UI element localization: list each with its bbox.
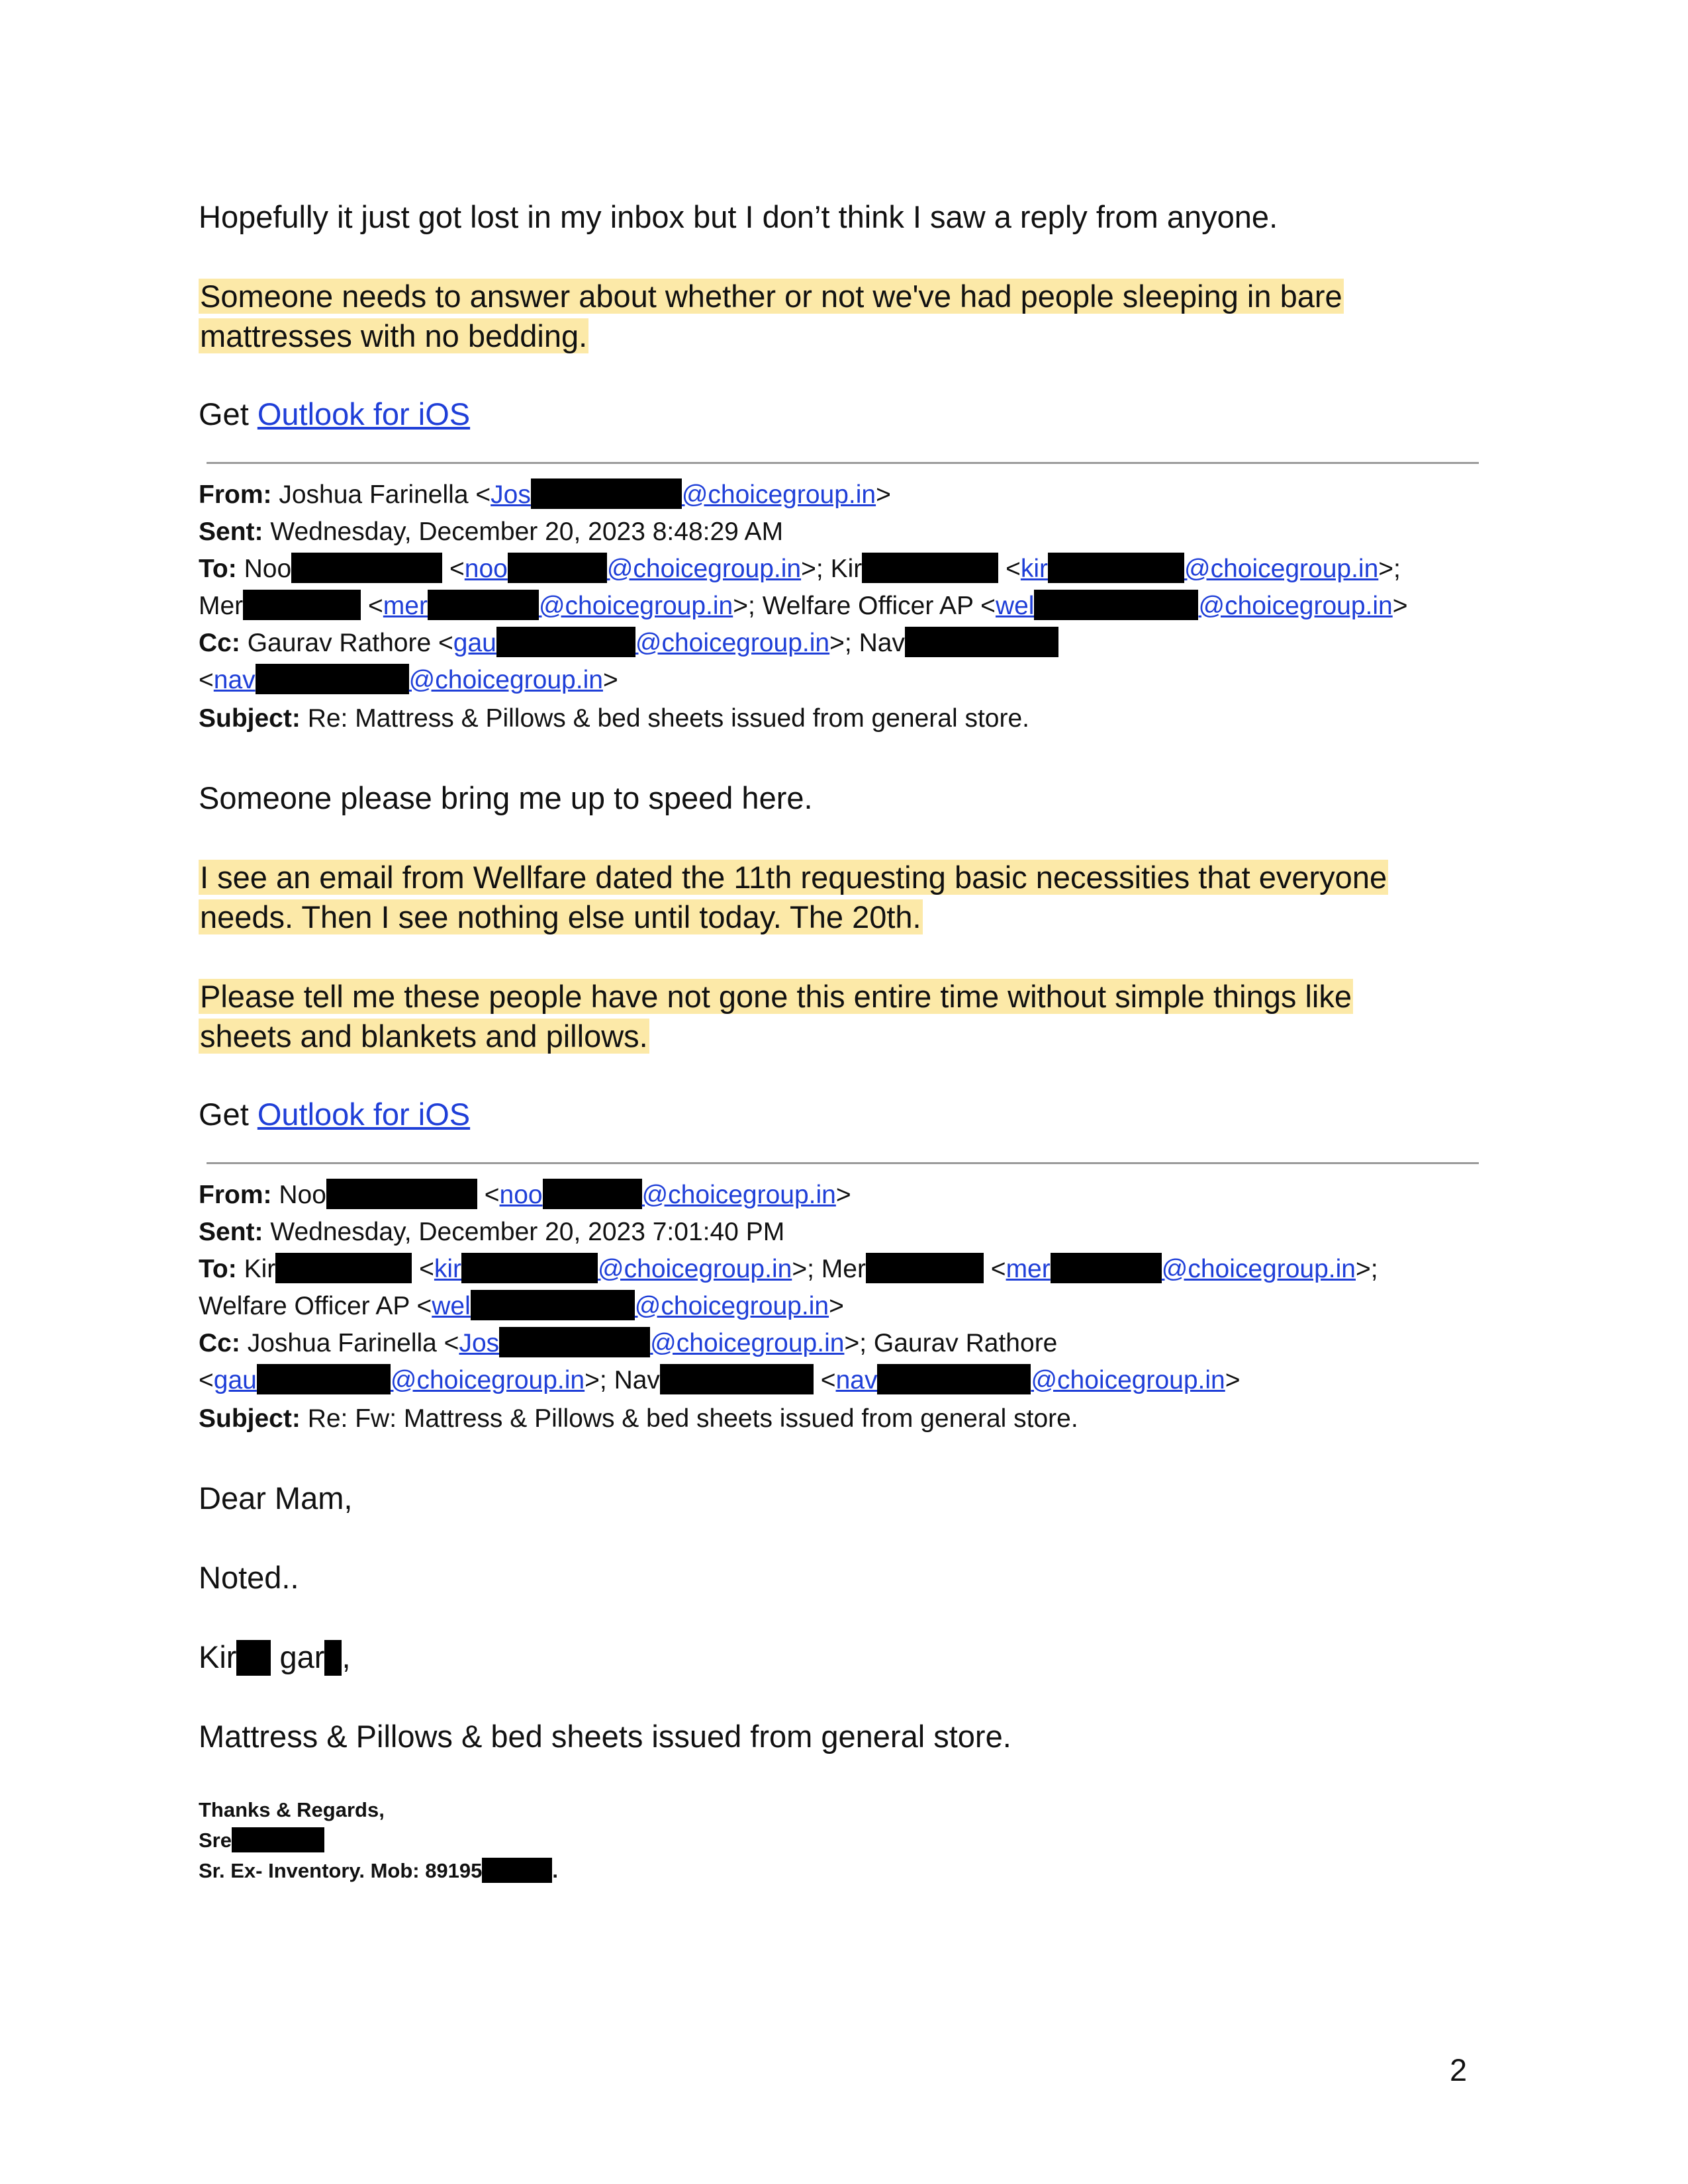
redaction — [243, 590, 361, 620]
separator: >; — [733, 592, 763, 620]
cc-name: Nav — [614, 1366, 660, 1394]
highlight-line: Someone needs to answer about whether or not we've had people sleeping in bare — [200, 279, 1342, 314]
sent-label: Sent: — [199, 518, 263, 546]
sender-name-line — [199, 1637, 1483, 1677]
sent-value: Wednesday, December 20, 2023 8:48:29 AM — [270, 518, 784, 546]
redaction — [1048, 553, 1184, 583]
cc-address-domain[interactable]: @choicegroup.in — [1031, 1366, 1225, 1394]
email2-cc — [199, 1325, 1489, 1362]
cc-name: Joshua Farinella < — [247, 1329, 459, 1357]
from-name: Joshua Farinella < — [279, 480, 491, 509]
email1-from — [199, 477, 1489, 514]
cc-address-user[interactable]: gau — [213, 1366, 257, 1394]
separator: >; — [829, 629, 859, 657]
name-part: gar — [279, 1639, 325, 1674]
recipient-name: Welfare Officer AP < — [199, 1292, 432, 1320]
separator: >; — [585, 1366, 614, 1394]
from-address-domain[interactable]: @choicegroup.in — [641, 1181, 836, 1209]
separator: >; — [844, 1329, 874, 1357]
redaction — [461, 1253, 598, 1283]
body-line: Someone please bring me up to speed here. — [199, 780, 813, 815]
email1-to-cont — [199, 588, 1489, 625]
cc-address-domain[interactable]: @choicegroup.in — [408, 666, 603, 694]
redaction — [660, 1364, 814, 1394]
redaction — [866, 1253, 984, 1283]
greeting: Dear Mam, — [199, 1480, 353, 1516]
to-label: To: — [199, 555, 237, 583]
from-label: From: — [199, 1181, 272, 1209]
email2-to — [199, 1251, 1489, 1288]
addr-open: < — [990, 1255, 1006, 1283]
cc-name: Gaurav Rathore — [873, 1329, 1058, 1357]
recipient-address-domain[interactable]: @choicegroup.in — [538, 592, 733, 620]
divider — [207, 462, 1479, 464]
body-line: Noted.. — [199, 1560, 299, 1595]
body-line: Mattress & Pillows & bed sheets issued from general store. — [199, 1719, 1011, 1754]
redaction — [543, 1179, 642, 1209]
recipient-address-user[interactable]: wel — [995, 592, 1035, 620]
recipient-name: Kir — [830, 555, 863, 583]
redaction — [236, 1640, 271, 1676]
outlook-ios-link[interactable]: Outlook for iOS — [257, 396, 471, 432]
signature-regards: Thanks & Regards, — [199, 1798, 385, 1821]
cc-address-user[interactable]: gau — [453, 629, 496, 657]
addr-close: > — [602, 666, 618, 694]
opening-line: Hopefully it just got lost in my inbox but I don’t think I saw a reply from anyone. — [199, 199, 1278, 234]
cc-address-user[interactable]: Jos — [459, 1329, 500, 1357]
signature-name — [199, 1825, 324, 1856]
email1-subject — [199, 700, 1489, 737]
addr-open: < — [199, 666, 214, 694]
cc-address-user[interactable]: nav — [213, 666, 256, 694]
cc-address-domain[interactable]: @choicegroup.in — [390, 1366, 585, 1394]
highlight-line: Please tell me these people have not gone this entire time without simple things like — [200, 979, 1352, 1014]
email2-subject — [199, 1400, 1489, 1437]
redaction — [877, 1364, 1031, 1394]
recipient-name: Mer — [821, 1255, 866, 1283]
subject-label: Subject: — [199, 704, 301, 733]
cc-label: Cc: — [199, 1329, 240, 1357]
redaction — [499, 1327, 650, 1357]
recipient-name: Mer — [199, 592, 244, 620]
redaction — [428, 590, 539, 620]
get-outlook-line — [199, 394, 1483, 434]
recipient-address-domain[interactable]: @choicegroup.in — [1161, 1255, 1356, 1283]
cc-name: Nav — [859, 629, 905, 657]
cc-address-domain[interactable]: @choicegroup.in — [650, 1329, 845, 1357]
redaction — [508, 553, 607, 583]
from-address-domain[interactable]: @choicegroup.in — [681, 480, 876, 509]
email1-cc-cont — [199, 662, 1489, 699]
addr-open: < — [199, 1366, 214, 1394]
email2-to-cont — [199, 1288, 1489, 1325]
recipient-address-user[interactable]: mer — [1006, 1255, 1051, 1283]
email2-sent — [199, 1214, 1489, 1251]
redaction — [256, 664, 409, 694]
addr-open: < — [820, 1366, 836, 1394]
sent-label: Sent: — [199, 1218, 263, 1246]
redaction — [531, 478, 682, 509]
addr-close: > — [829, 1292, 844, 1320]
highlighted-paragraph — [199, 858, 1483, 937]
redaction — [324, 1640, 342, 1676]
from-address-user[interactable]: Jos — [491, 480, 531, 509]
name-part: Kir — [199, 1639, 237, 1674]
subject-value: Re: Fw: Mattress & Pillows & bed sheets issued from general store. — [307, 1404, 1078, 1433]
recipient-address-domain[interactable]: @choicegroup.in — [606, 555, 802, 583]
recipient-address-user[interactable]: wel — [432, 1292, 471, 1320]
addr-close: > — [876, 480, 891, 509]
redaction — [496, 627, 635, 657]
recipient-name: Welfare Officer AP < — [762, 592, 996, 620]
cc-label: Cc: — [199, 629, 240, 657]
separator: >; — [801, 555, 831, 583]
separator: >; — [792, 1255, 821, 1283]
from-label: From: — [199, 480, 272, 509]
recipient-address-domain[interactable]: @choicegroup.in — [1198, 592, 1393, 620]
redaction — [862, 553, 998, 583]
get-outlook-line — [199, 1095, 1483, 1134]
highlight-line: mattresses with no bedding. — [200, 318, 588, 353]
separator: >; — [1356, 1255, 1378, 1283]
recipient-address-user[interactable]: mer — [383, 592, 428, 620]
get-prefix: Get — [199, 396, 258, 432]
addr-close: > — [1392, 592, 1408, 620]
addr-open: < — [1006, 555, 1021, 583]
signature-end: . — [552, 1859, 559, 1882]
addr-close: > — [1225, 1366, 1241, 1394]
recipient-name: Noo — [244, 555, 292, 583]
highlight-line: I see an email from Wellfare dated the 11th requesting basic necessities that everyone — [200, 860, 1387, 895]
recipient-address-domain[interactable]: @choicegroup.in — [598, 1255, 792, 1283]
email1-cc — [199, 625, 1489, 662]
signature-name-text: Sre — [199, 1829, 232, 1852]
cc-address-user[interactable]: nav — [835, 1366, 878, 1394]
recipient-address-domain[interactable]: @choicegroup.in — [1184, 555, 1379, 583]
redaction — [1051, 1253, 1162, 1283]
email1-to — [199, 551, 1489, 588]
name-comma: , — [342, 1639, 351, 1674]
signature-title — [199, 1856, 558, 1886]
signature-title-text: Sr. Ex- Inventory. Mob: 89195 — [199, 1859, 483, 1882]
sent-value: Wednesday, December 20, 2023 7:01:40 PM — [270, 1218, 785, 1246]
redaction — [326, 1179, 477, 1209]
redaction — [905, 627, 1058, 657]
addr-open: < — [449, 555, 465, 583]
addr-open: < — [484, 1181, 500, 1209]
redaction — [232, 1827, 324, 1852]
redaction — [482, 1858, 552, 1883]
redaction — [291, 553, 442, 583]
outlook-ios-link[interactable]: Outlook for iOS — [257, 1097, 471, 1132]
divider — [207, 1162, 1479, 1164]
to-label: To: — [199, 1255, 237, 1283]
email2-from — [199, 1177, 1489, 1214]
highlight-line: sheets and blankets and pillows. — [200, 1019, 648, 1054]
highlighted-paragraph — [199, 277, 1483, 356]
recipient-address-user[interactable]: kir — [1020, 555, 1049, 583]
addr-open: < — [368, 592, 383, 620]
redaction — [1034, 590, 1198, 620]
recipient-address-user[interactable]: kir — [434, 1255, 462, 1283]
recipient-address-domain[interactable]: @choicegroup.in — [634, 1292, 829, 1320]
cc-address-domain[interactable]: @choicegroup.in — [635, 629, 830, 657]
addr-open: < — [419, 1255, 434, 1283]
subject-value: Re: Mattress & Pillows & bed sheets issued from general store. — [307, 704, 1030, 733]
email1-sent — [199, 514, 1489, 551]
redaction — [275, 1253, 412, 1283]
cc-name: Gaurav Rathore < — [247, 629, 453, 657]
subject-label: Subject: — [199, 1404, 301, 1433]
redaction — [257, 1364, 391, 1394]
recipient-name: Kir — [244, 1255, 276, 1283]
recipient-address-user[interactable]: noo — [464, 555, 508, 583]
addr-close: > — [835, 1181, 851, 1209]
separator: >; — [1378, 555, 1401, 583]
highlight-line: needs. Then I see nothing else until today. The 20th. — [200, 899, 921, 934]
get-prefix: Get — [199, 1097, 258, 1132]
email2-cc-cont — [199, 1362, 1489, 1399]
redaction — [471, 1290, 635, 1320]
highlighted-paragraph — [199, 977, 1483, 1056]
page-number: 2 — [1450, 2052, 1468, 2087]
from-address-user[interactable]: noo — [499, 1181, 543, 1209]
from-name: Noo — [279, 1181, 326, 1209]
